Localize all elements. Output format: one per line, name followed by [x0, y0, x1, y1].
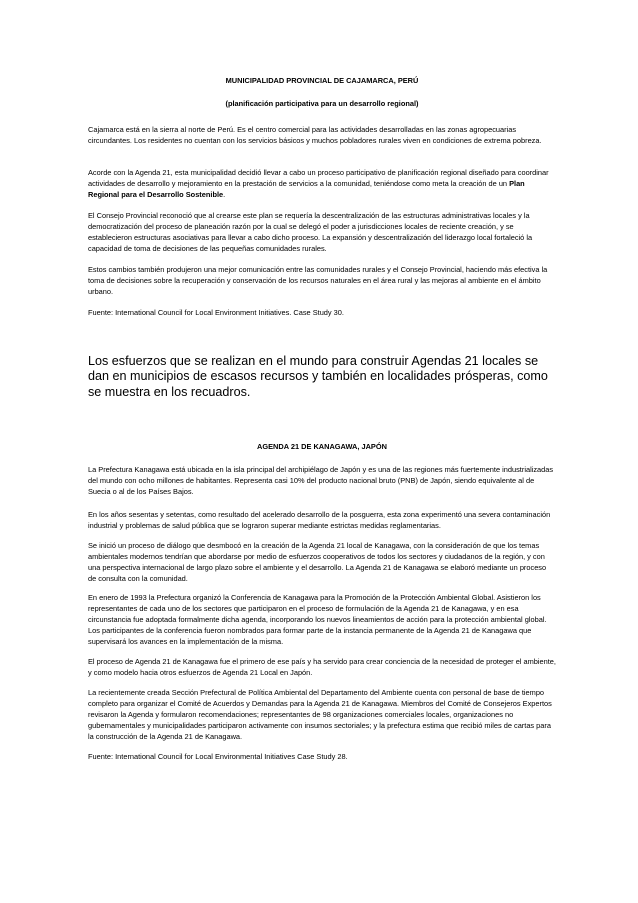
section1-paragraph-2 — [88, 168, 556, 201]
section1-paragraph-2-text: Acorde con la Agenda 21, esta municipalidad decidió llevar a cabo un proceso participativo de planificación regional diseñado para coordinar actividades de desarrollo y mejoramiento en la prestación de servicios a la comunidad, teniéndose como meta la creación de un — [88, 168, 549, 188]
section1-subtitle: (planificación participativa para un desarrollo regional) — [225, 99, 419, 108]
section2-paragraph-4: En enero de 1993 la Prefectura organizó la Conferencia de Kanagawa para la Promoción de la Protección Ambiental Global. Asistieron los representantes de cada uno de los sectores que participaron en el proceso de formulación de la Agenda 21 de Kanagawa, y en esa circunstancia fue adoptada formalmente dicha agenda, incorporando los nuevos lineamientos de acción para la protección ambiental global. Los participantes de la conferencia fueron nombrados para formar parte de la instancia permanente de la Agenda 21 de Kanagawa que supervisará los avances en la implementación de la misma. — [88, 593, 547, 646]
section2-title: AGENDA 21 DE KANAGAWA, JAPÓN — [257, 442, 387, 451]
section2-paragraph-3: Se inició un proceso de diálogo que desmbocó en la creación de la Agenda 21 local de Kanagawa, con la consideración de que los temas ambientales modernos tendrían que abordarse por medio de esfuerzos cooperativos de todos los sectores y ciudadanos de la región, y con una perspectiva internacional de largo plazo sobre el ambiente y el desarrollo. La Agenda 21 de Kanagawa se elaboró mediante un proceso de consulta con la comunidad. — [88, 541, 547, 583]
section2-source: Fuente: International Council for Local Environmental Initiatives Case Study 28. — [88, 752, 348, 761]
section1-title: MUNICIPALIDAD PROVINCIAL DE CAJAMARCA, PERÚ — [225, 76, 419, 85]
section2-paragraph-2: En los años sesentas y setentas, como resultado del acelerado desarrollo de la posguerra, esta zona experimentó una severa contaminación industrial y problemas de salud pública que se lograron superar mediante estrictas medidas reglamentarias. — [88, 510, 551, 530]
section1-paragraph-3: El Consejo Provincial reconoció que al crearse este plan se requería la descentralización de las estructuras administrativas locales y la democratización del proceso de planeación razón por la cual se delegó el poder a jurisdicciones locales de reciente creación, y se establecieron estructuras asociativas para llevar a cabo dicho proceso. La expansión y descentralización del liderazgo local fortaleció la capacidad de toma de decisiones de las pequeñas comunidades rurales. — [88, 211, 533, 253]
plan-regional-emphasis: Plan Regional para el Desarrollo Sostenible — [88, 178, 525, 199]
section2-paragraph-1: La Prefectura Kanagawa está ubicada en la isla principal del archipiélago de Japón y es una de las regiones más fuertemente industrializadas del mundo con ocho millones de habitantes. Representa casi 10% del producto nacional bruto (PNB) de Japón, siendo equivalente al de Suecia o al de los Países Bajos. — [88, 465, 554, 496]
section1-paragraph-1: Cajamarca está en la sierra al norte de Perú. Es el centro comercial para las actividades desarrolladas en las zonas agropecuarias circundantes. Los residentes no cuentan con los servicios básicos y muchos pobladores rurales viven en condiciones de extrema pobreza. — [88, 125, 542, 145]
section2-paragraph-5: El proceso de Agenda 21 de Kanagawa fue el primero de ese país y ha servido para crear conciencia de la necesidad de proteger el ambiente, y como modelo hacia otros esfuerzos de Agenda 21 Local en Japón. — [88, 657, 556, 677]
section2-paragraph-6: La recientemente creada Sección Prefectural de Política Ambiental del Departamento del Ambiente cuenta con personal de base de tiempo completo para organizar el Comité de Acuerdos y Demandas para la Agenda 21 de Kanagawa. Miembros del Comité de Consejeros Expertos revisaron la Agenda y formularon recomendaciones; representantes de 98 organizaciones comerciales locales, organizaciones no gubernamentales y municipalidades participaron activamente con insumos sectoriales; y la prefectura estima que recibió miles de cartas para la construcción de la Agenda 21 de Kanagawa. — [88, 688, 552, 741]
intro-paragraph: Los esfuerzos que se realizan en el mundo para construir Agendas 21 locales se dan en municipios de escasos recursos y también en localidades prósperas, como se muestra en los recuadros. — [88, 354, 548, 399]
section1-source: Fuente: International Council for Local Environment Initiatives. Case Study 30. — [88, 308, 344, 317]
section1-paragraph-4: Estos cambios también produjeron una mejor comunicación entre las comunidades rurales y el Consejo Provincial, haciendo más efectiva la toma de decisiones sobre la recuperación y conservación de los recursos naturales en el área rural y las mejoras al ambiente en el ámbito urbano. — [88, 265, 548, 296]
section1-paragraph-2-end: . — [223, 189, 226, 199]
